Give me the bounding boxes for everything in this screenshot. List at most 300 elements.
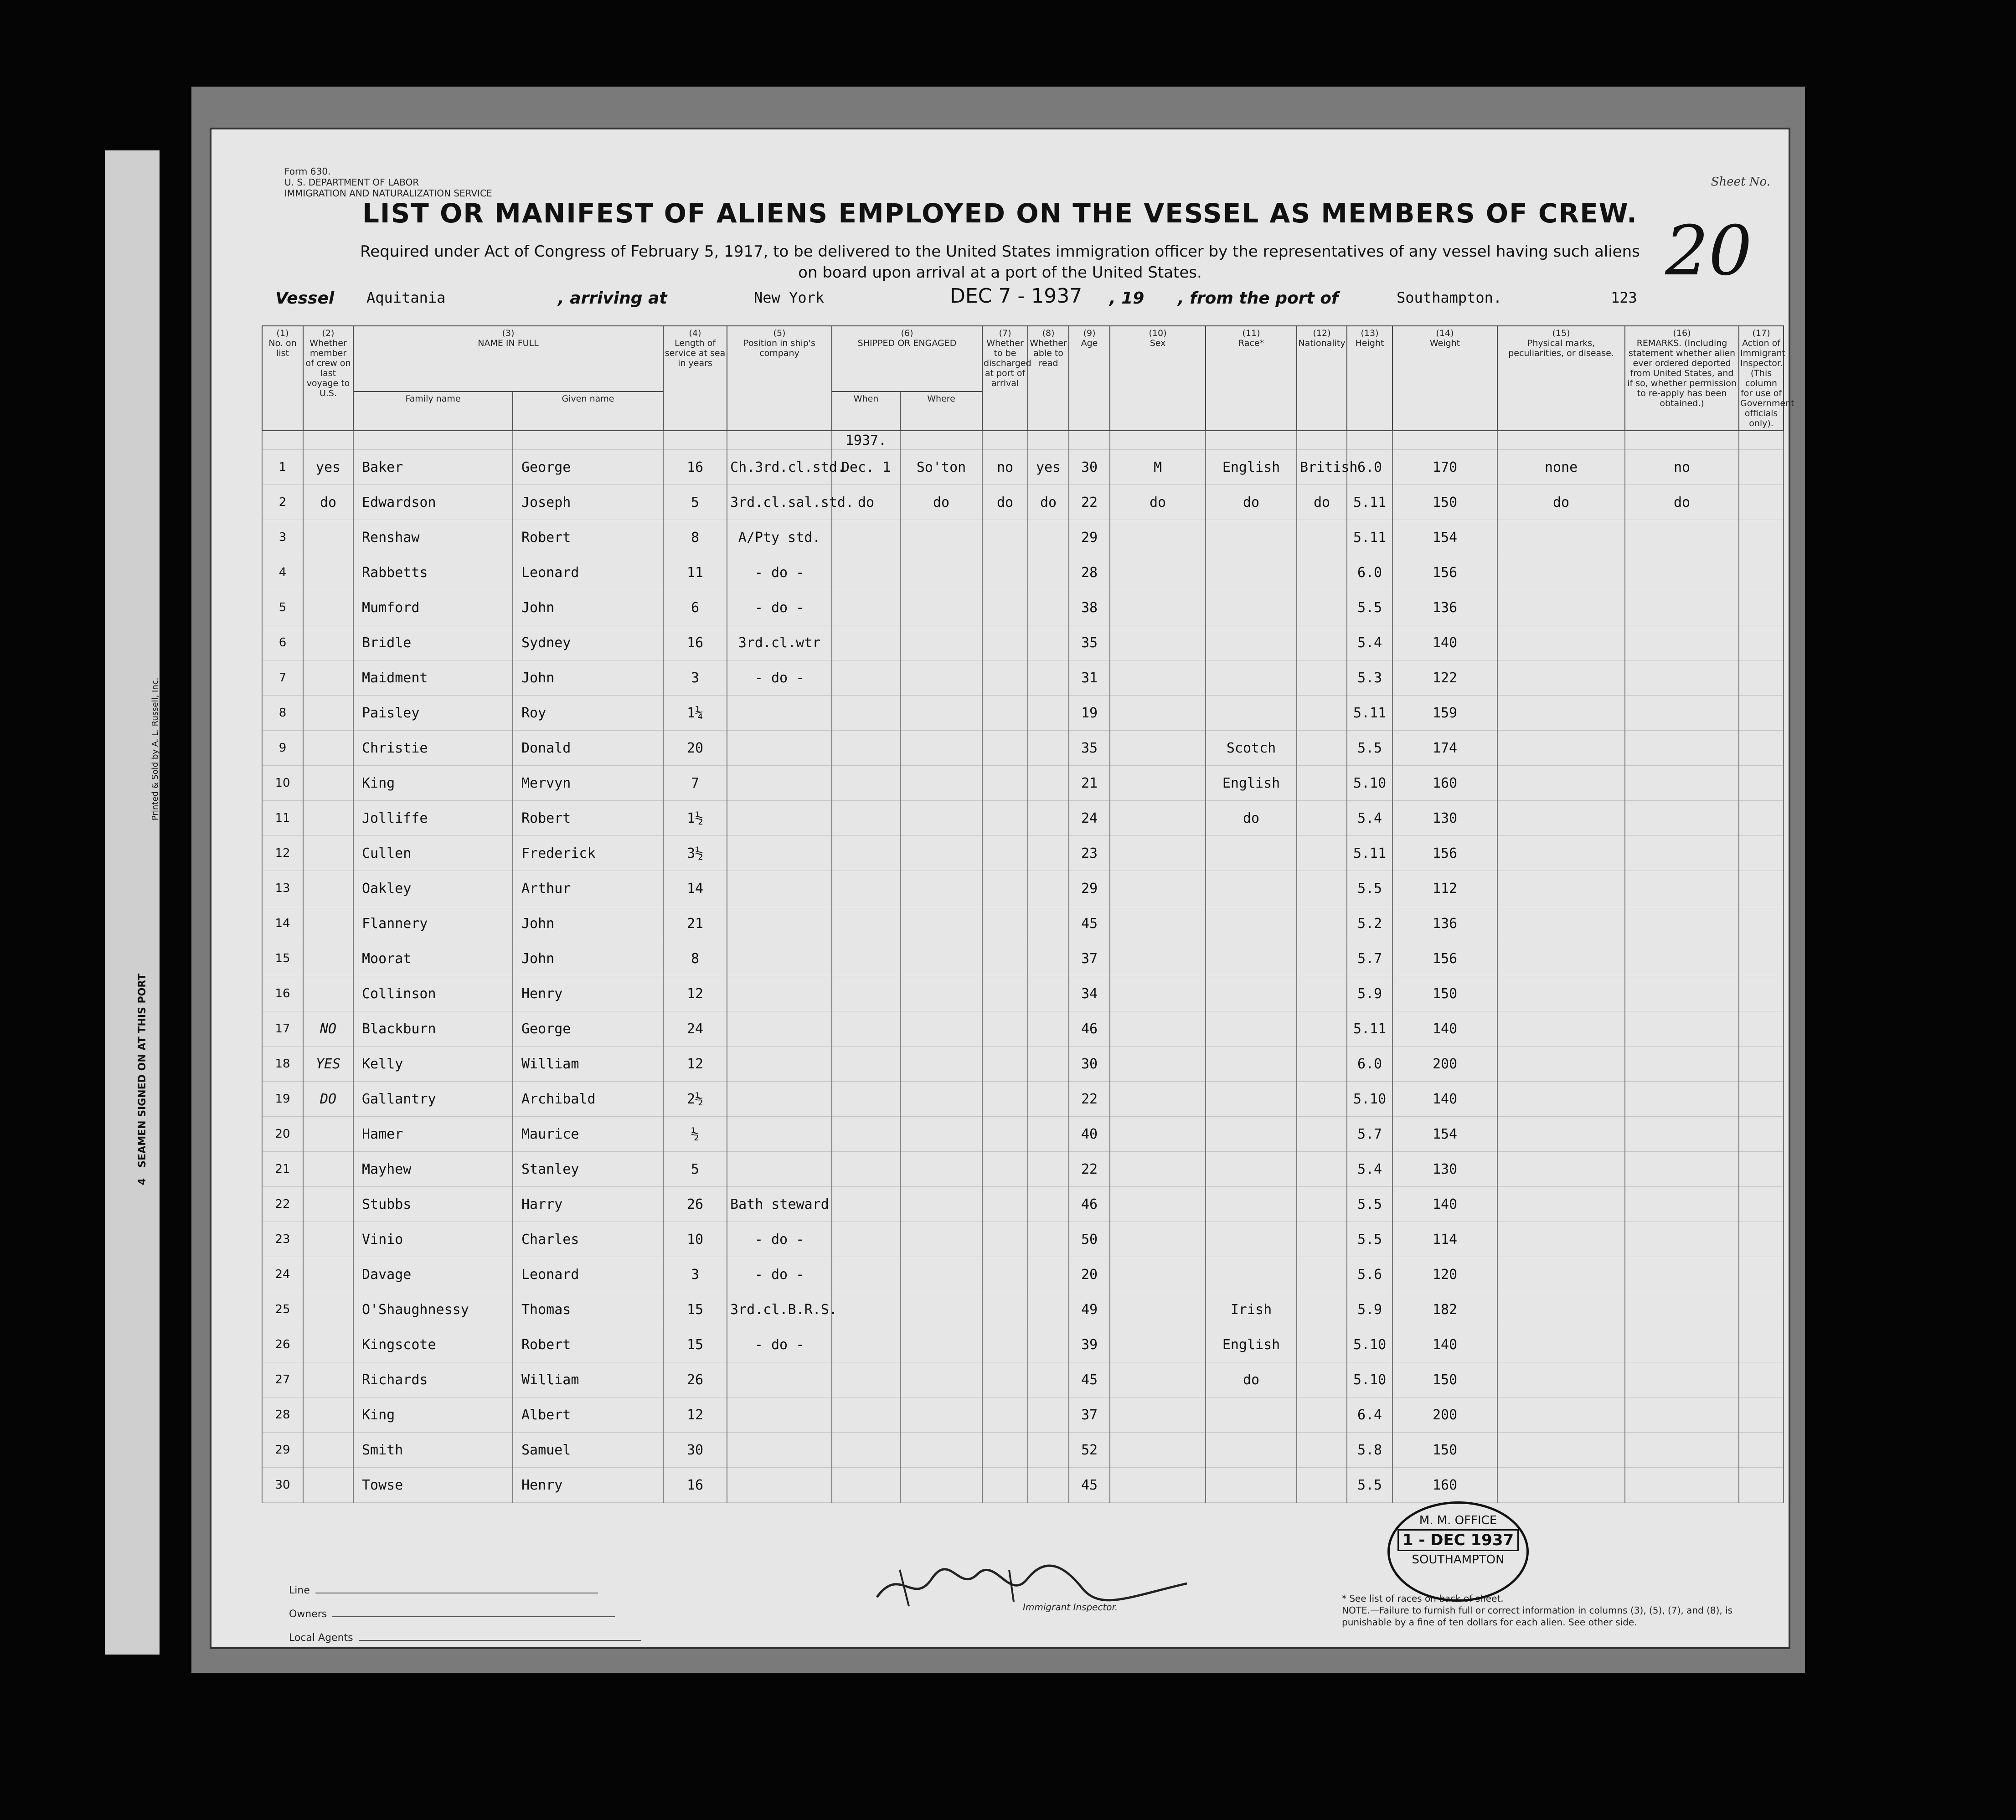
empty-cell [1028, 431, 1069, 450]
cell-marks [1497, 1011, 1625, 1047]
cell-marks [1497, 1257, 1625, 1292]
cell-sex [1110, 1327, 1206, 1362]
cell-given: Joseph [513, 485, 663, 520]
cell-read [1028, 1327, 1069, 1362]
cell-read [1028, 976, 1069, 1011]
table-row [262, 766, 1784, 801]
cell-nationality [1297, 1468, 1347, 1503]
cell-prev [303, 871, 353, 906]
cell-weight: 156 [1392, 941, 1497, 976]
column-header [663, 326, 727, 431]
cell-nationality [1297, 1082, 1347, 1117]
table-row [262, 1292, 1784, 1327]
cell-given: Samuel [513, 1433, 663, 1468]
cell-action [1739, 660, 1784, 696]
cell-remarks [1625, 1468, 1739, 1503]
cell-nationality [1297, 906, 1347, 941]
cell-age: 37 [1069, 941, 1110, 976]
table-row [262, 1327, 1784, 1362]
cell-nationality: British [1297, 450, 1347, 485]
cell-where [900, 1292, 982, 1327]
cell-marks [1497, 1117, 1625, 1152]
column-number: (5) [773, 328, 786, 338]
margin-note-text: SEAMEN SIGNED ON AT THIS PORT [137, 973, 148, 1168]
cell-sex [1110, 1433, 1206, 1468]
cell-marks [1497, 520, 1625, 555]
cell-prev [303, 906, 353, 941]
stamp-office: M. M. OFFICE [1419, 1514, 1497, 1527]
service: IMMIGRATION AND NATURALIZATION SERVICE [284, 188, 492, 199]
cell-position: - do - [727, 660, 832, 696]
cell-read: yes [1028, 450, 1069, 485]
cell-prev [303, 941, 353, 976]
cell-sex [1110, 801, 1206, 836]
cell-weight: 114 [1392, 1222, 1497, 1257]
cell-no: 17 [262, 1011, 303, 1047]
cell-sex [1110, 696, 1206, 731]
table-row [262, 731, 1784, 766]
empty-cell [1347, 431, 1392, 450]
cell-given: Harry [513, 1187, 663, 1222]
cell-service: 24 [663, 1011, 727, 1047]
empty-cell [513, 431, 663, 450]
cell-service: 26 [663, 1362, 727, 1397]
cell-height: 5.5 [1347, 590, 1392, 625]
cell-remarks [1625, 1362, 1739, 1397]
cell-position: Bath steward [727, 1187, 832, 1222]
column-number: (15) [1552, 328, 1570, 338]
cell-sex [1110, 731, 1206, 766]
cell-read [1028, 1433, 1069, 1468]
cell-family: Mumford [353, 590, 513, 625]
page-subtitle: Required under Act of Congress of February 5, 1917, to be delivered to the United States immigration officer by the representatives of any vessel having such aliens on board upon arrival at a port of the United States. [360, 242, 1640, 282]
cell-marks: do [1497, 485, 1625, 520]
empty-cell [353, 431, 513, 450]
cell-when [832, 1047, 900, 1082]
cell-race: do [1206, 801, 1297, 836]
cell-weight: 156 [1392, 836, 1497, 871]
column-label: Sex [1150, 338, 1166, 348]
cell-service: 16 [663, 1468, 727, 1503]
cell-remarks [1625, 1327, 1739, 1362]
cell-position [727, 836, 832, 871]
cell-marks [1497, 1222, 1625, 1257]
cell-when [832, 625, 900, 660]
cell-height: 5.4 [1347, 625, 1392, 660]
cell-no: 7 [262, 660, 303, 696]
cell-where [900, 1397, 982, 1433]
sheet-number-label: Sheet No. [1711, 175, 1770, 189]
column-number: (10) [1149, 328, 1167, 338]
cell-age: 24 [1069, 801, 1110, 836]
cell-race [1206, 1222, 1297, 1257]
cell-weight: 130 [1392, 1152, 1497, 1187]
cell-discharge [982, 1187, 1028, 1222]
year-row [262, 431, 1784, 450]
cell-action [1739, 1117, 1784, 1152]
cell-given: John [513, 660, 663, 696]
cell-service: 8 [663, 520, 727, 555]
cell-action [1739, 590, 1784, 625]
cell-given: Henry [513, 976, 663, 1011]
table-row [262, 1152, 1784, 1187]
cell-action [1739, 906, 1784, 941]
cell-family: Towse [353, 1468, 513, 1503]
cell-where [900, 941, 982, 976]
cell-discharge [982, 1082, 1028, 1117]
cell-given: Leonard [513, 1257, 663, 1292]
cell-marks [1497, 1397, 1625, 1433]
cell-remarks [1625, 1187, 1739, 1222]
cell-nationality [1297, 1152, 1347, 1187]
cell-height: 5.8 [1347, 1433, 1392, 1468]
cell-discharge: no [982, 450, 1028, 485]
cell-age: 34 [1069, 976, 1110, 1011]
cell-nationality [1297, 1011, 1347, 1047]
cell-action [1739, 766, 1784, 801]
cell-position: Ch.3rd.cl.std. [727, 450, 832, 485]
cell-age: 19 [1069, 696, 1110, 731]
table-row [262, 1468, 1784, 1503]
cell-no: 2 [262, 485, 303, 520]
cell-marks [1497, 1327, 1625, 1362]
cell-age: 30 [1069, 1047, 1110, 1082]
cell-weight: 150 [1392, 1362, 1497, 1397]
cell-read [1028, 1222, 1069, 1257]
cell-family: Edwardson [353, 485, 513, 520]
cell-marks [1497, 1433, 1625, 1468]
cell-age: 50 [1069, 1222, 1110, 1257]
cell-given: John [513, 906, 663, 941]
cell-marks [1497, 941, 1625, 976]
cell-weight: 200 [1392, 1047, 1497, 1082]
cell-nationality [1297, 1327, 1347, 1362]
column-number: (11) [1242, 328, 1260, 338]
column-header [1206, 326, 1297, 431]
column-label: REMARKS. (Including statement whether alien ever ordered deported from United States, and if so, whether permission to re-apply has been obtained.) [1627, 338, 1737, 408]
cell-height: 5.5 [1347, 1468, 1392, 1503]
cell-action [1739, 1257, 1784, 1292]
column-label: Weight [1429, 338, 1460, 348]
cell-height: 5.10 [1347, 1327, 1392, 1362]
empty-cell [900, 431, 982, 450]
table-row [262, 836, 1784, 871]
empty-cell [262, 431, 303, 450]
cell-where [900, 1433, 982, 1468]
cell-prev [303, 555, 353, 590]
cell-read [1028, 1082, 1069, 1117]
cell-weight: 156 [1392, 555, 1497, 590]
cell-race [1206, 1187, 1297, 1222]
cell-prev [303, 1152, 353, 1187]
cell-sex: do [1110, 485, 1206, 520]
page-title: LIST OR MANIFEST OF ALIENS EMPLOYED ON THE VESSEL AS MEMBERS OF CREW. [362, 198, 1638, 229]
cell-race: do [1206, 1362, 1297, 1397]
cell-action [1739, 801, 1784, 836]
cell-no: 6 [262, 625, 303, 660]
cell-position: - do - [727, 555, 832, 590]
table-row [262, 1433, 1784, 1468]
cell-action [1739, 1011, 1784, 1047]
table-row [262, 1362, 1784, 1397]
cell-when [832, 1222, 900, 1257]
cell-service: 15 [663, 1327, 727, 1362]
cell-given: Thomas [513, 1292, 663, 1327]
cell-when [832, 766, 900, 801]
column-number: (17) [1752, 328, 1770, 338]
column-number: (3) [502, 328, 515, 338]
cell-no: 8 [262, 696, 303, 731]
cell-height: 5.10 [1347, 766, 1392, 801]
cell-height: 6.0 [1347, 1047, 1392, 1082]
cell-age: 21 [1069, 766, 1110, 801]
cell-sex [1110, 906, 1206, 941]
cell-weight: 160 [1392, 1468, 1497, 1503]
cell-service: 12 [663, 1047, 727, 1082]
cell-where [900, 1047, 982, 1082]
column-header [832, 326, 982, 392]
cell-age: 46 [1069, 1011, 1110, 1047]
column-number: (13) [1361, 328, 1379, 338]
cell-service: 3 [663, 1257, 727, 1292]
column-number: (6) [901, 328, 913, 338]
cell-race [1206, 906, 1297, 941]
cell-when [832, 1117, 900, 1152]
owners-field: Owners [289, 1603, 641, 1626]
cell-prev [303, 1292, 353, 1327]
cell-discharge [982, 1397, 1028, 1433]
cell-remarks [1625, 555, 1739, 590]
cell-sex [1110, 1222, 1206, 1257]
cell-age: 28 [1069, 555, 1110, 590]
table-row [262, 1082, 1784, 1117]
cell-where [900, 696, 982, 731]
cell-marks [1497, 1082, 1625, 1117]
cell-position [727, 1011, 832, 1047]
cell-given: Stanley [513, 1152, 663, 1187]
cell-age: 37 [1069, 1397, 1110, 1433]
arriving-port: New York [754, 289, 825, 306]
cell-discharge [982, 1433, 1028, 1468]
cell-height: 5.6 [1347, 1257, 1392, 1292]
cell-discharge [982, 520, 1028, 555]
empty-cell [663, 431, 727, 450]
cell-no: 18 [262, 1047, 303, 1082]
cell-height: 5.9 [1347, 1292, 1392, 1327]
cell-action [1739, 731, 1784, 766]
cell-action [1739, 871, 1784, 906]
cell-action [1739, 1082, 1784, 1117]
cell-family: Moorat [353, 941, 513, 976]
cell-when [832, 1257, 900, 1292]
cell-discharge [982, 1011, 1028, 1047]
cell-weight: 174 [1392, 731, 1497, 766]
list-number: 123 [1611, 289, 1637, 306]
cell-age: 20 [1069, 1257, 1110, 1292]
column-header [1347, 326, 1392, 431]
cell-service: 3½ [663, 836, 727, 871]
cell-marks [1497, 801, 1625, 836]
cell-prev [303, 766, 353, 801]
cell-no: 26 [262, 1327, 303, 1362]
cell-sex [1110, 660, 1206, 696]
cell-weight: 140 [1392, 1011, 1497, 1047]
cell-height: 6.4 [1347, 1397, 1392, 1433]
cell-position [727, 1397, 832, 1433]
cell-discharge [982, 906, 1028, 941]
column-number: (14) [1436, 328, 1454, 338]
column-header [353, 326, 663, 392]
cell-marks [1497, 836, 1625, 871]
cell-read [1028, 555, 1069, 590]
cell-prev [303, 1397, 353, 1433]
cell-sex [1110, 871, 1206, 906]
cell-age: 39 [1069, 1327, 1110, 1362]
cell-action [1739, 1047, 1784, 1082]
cell-where [900, 1327, 982, 1362]
cell-where [900, 520, 982, 555]
cell-marks [1497, 1292, 1625, 1327]
cell-nationality [1297, 696, 1347, 731]
empty-cell [303, 431, 353, 450]
cell-where [900, 1187, 982, 1222]
cell-height: 5.4 [1347, 1152, 1392, 1187]
cell-marks: none [1497, 450, 1625, 485]
column-header [1297, 326, 1347, 431]
cell-position [727, 801, 832, 836]
cell-read [1028, 590, 1069, 625]
cell-weight: 154 [1392, 520, 1497, 555]
cell-weight: 170 [1392, 450, 1497, 485]
cell-no: 27 [262, 1362, 303, 1397]
cell-family: Gallantry [353, 1082, 513, 1117]
cell-weight: 130 [1392, 801, 1497, 836]
cell-marks [1497, 660, 1625, 696]
cell-remarks [1625, 976, 1739, 1011]
table-row [262, 520, 1784, 555]
handwritten-sheet-number: 20 [1665, 211, 1752, 291]
cell-given: Robert [513, 520, 663, 555]
cell-family: Renshaw [353, 520, 513, 555]
cell-family: Blackburn [353, 1011, 513, 1047]
cell-nationality [1297, 660, 1347, 696]
cell-no: 30 [262, 1468, 303, 1503]
cell-race [1206, 871, 1297, 906]
cell-sex [1110, 1292, 1206, 1327]
cell-nationality [1297, 1292, 1347, 1327]
cell-discharge [982, 801, 1028, 836]
cell-where [900, 1082, 982, 1117]
stamp-date: 1 - DEC 1937 [1397, 1529, 1519, 1551]
cell-service: 30 [663, 1433, 727, 1468]
cell-weight: 150 [1392, 976, 1497, 1011]
cell-remarks [1625, 590, 1739, 625]
cell-position [727, 1117, 832, 1152]
cell-prev: DO [303, 1082, 353, 1117]
cell-sex [1110, 590, 1206, 625]
cell-race: English [1206, 450, 1297, 485]
table-row [262, 1397, 1784, 1433]
cell-read [1028, 1047, 1069, 1082]
cell-remarks [1625, 1117, 1739, 1152]
cell-no: 23 [262, 1222, 303, 1257]
cell-prev [303, 1222, 353, 1257]
cell-service: 11 [663, 555, 727, 590]
cell-family: Mayhew [353, 1152, 513, 1187]
cell-where: do [900, 485, 982, 520]
cell-remarks [1625, 871, 1739, 906]
cell-when [832, 520, 900, 555]
column-header [1739, 326, 1794, 431]
cell-when [832, 1468, 900, 1503]
cell-race: English [1206, 766, 1297, 801]
column-number: (1) [276, 328, 289, 338]
column-label: SHIPPED OR ENGAGED [857, 338, 957, 348]
cell-race [1206, 976, 1297, 1011]
cell-marks [1497, 766, 1625, 801]
cell-age: 29 [1069, 520, 1110, 555]
cell-sex [1110, 520, 1206, 555]
cell-service: 21 [663, 906, 727, 941]
cell-height: 5.11 [1347, 1011, 1392, 1047]
cell-given: John [513, 590, 663, 625]
cell-height: 5.7 [1347, 941, 1392, 976]
cell-read [1028, 1117, 1069, 1152]
cell-action [1739, 1152, 1784, 1187]
cell-where [900, 1152, 982, 1187]
cell-nationality [1297, 520, 1347, 555]
cell-age: 45 [1069, 906, 1110, 941]
cell-position [727, 871, 832, 906]
cell-where [900, 976, 982, 1011]
inspector-label: Immigrant Inspector. [1023, 1602, 1118, 1613]
vessel-name: Aquitania [366, 289, 446, 306]
cell-discharge [982, 660, 1028, 696]
table-row [262, 941, 1784, 976]
cell-when [832, 696, 900, 731]
cell-race [1206, 696, 1297, 731]
column-number: (7) [999, 328, 1011, 338]
cell-weight: 140 [1392, 625, 1497, 660]
cell-height: 5.5 [1347, 731, 1392, 766]
cell-given: Mervyn [513, 766, 663, 801]
cell-marks [1497, 696, 1625, 731]
cell-race: Irish [1206, 1292, 1297, 1327]
crew-table [262, 325, 1794, 1503]
cell-race [1206, 1433, 1297, 1468]
cell-given: Henry [513, 1468, 663, 1503]
cell-marks [1497, 1362, 1625, 1397]
cell-prev [303, 1468, 353, 1503]
cell-sex [1110, 625, 1206, 660]
cell-when: do [832, 485, 900, 520]
cell-family: Kelly [353, 1047, 513, 1082]
cell-remarks [1625, 1222, 1739, 1257]
cell-when [832, 1187, 900, 1222]
cell-sex [1110, 1117, 1206, 1152]
cell-family: Bridle [353, 625, 513, 660]
cell-nationality [1297, 1047, 1347, 1082]
cell-position [727, 731, 832, 766]
table-row [262, 1011, 1784, 1047]
cell-race [1206, 590, 1297, 625]
empty-cell [727, 431, 832, 450]
cell-height: 5.5 [1347, 1187, 1392, 1222]
cell-service: 1¼ [663, 696, 727, 731]
column-header [1625, 326, 1739, 431]
empty-cell [1297, 431, 1347, 450]
cell-read [1028, 1152, 1069, 1187]
